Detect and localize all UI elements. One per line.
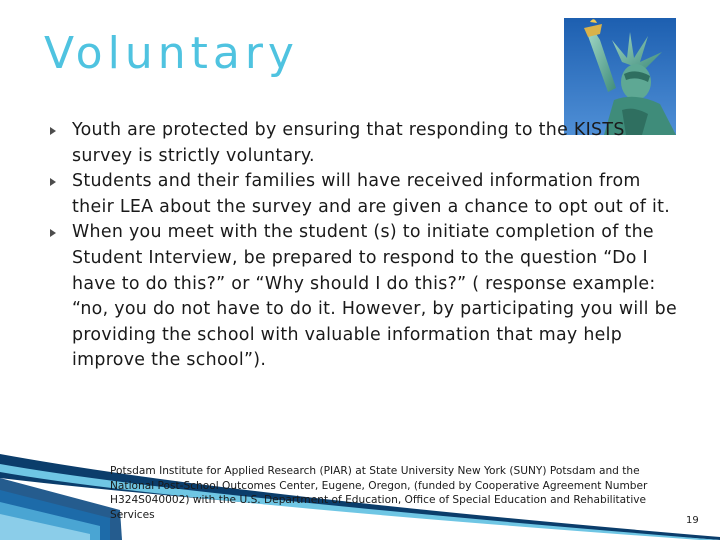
footer-citation: Potsdam Institute for Applied Research (PIAR) at State University New York (SUNY) Potsdam and the National Post-School Outcomes Center, Eugene, Oregon, (funded by Cooperative Agreement Number H324S040002) with the U.S. Department of Education, Office of Special Education and Rehabilitative Services xyxy=(110,465,648,521)
bullet-list xyxy=(40,118,680,374)
triangle-bullet-icon xyxy=(50,178,56,186)
page-number: 19 xyxy=(686,515,699,526)
bullet-text: When you meet with the student (s) to initiate completion of the Student Interview, be prepared to respond to the question “Do I have to do this?” or “Why should I do this?” ( response example: “no, you do not have to do it. However, by participating you will be providing the school with valuable information that may help improve the school”). xyxy=(72,222,677,371)
bullet-text: Youth are protected by ensuring that responding to the KISTS survey is strictly voluntary. xyxy=(72,120,625,166)
slide-title: Voluntary xyxy=(44,28,299,79)
list-item xyxy=(40,118,680,169)
bullet-text: Students and their families will have received information from their LEA about the survey and are given a chance to opt out of it. xyxy=(72,171,671,217)
triangle-bullet-icon xyxy=(50,229,56,237)
triangle-bullet-icon xyxy=(50,127,56,135)
list-item xyxy=(40,169,680,220)
list-item xyxy=(40,220,680,374)
